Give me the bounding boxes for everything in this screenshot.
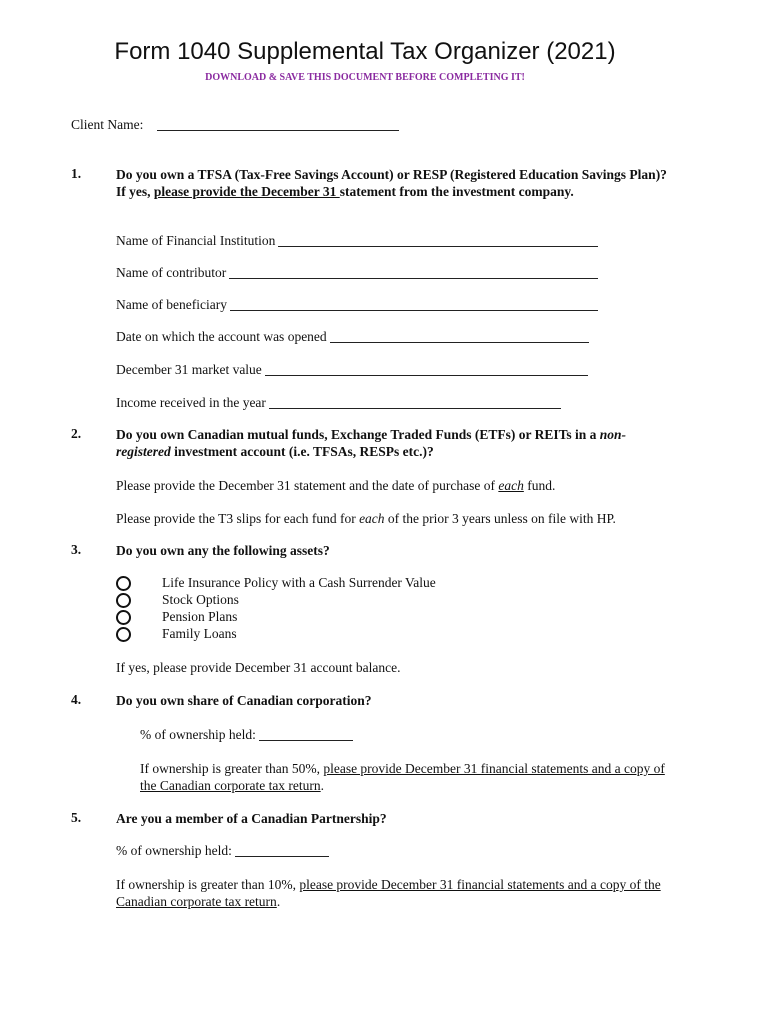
question-text: Are you a member of a Canadian Partnership? xyxy=(116,811,387,826)
field-label: Date on which the account was opened xyxy=(116,329,327,344)
financial-institution-field[interactable] xyxy=(278,246,598,247)
download-notice: DOWNLOAD & SAVE THIS DOCUMENT BEFORE COMPLETING IT! xyxy=(205,72,525,83)
q2-instruction-2: Please provide the T3 slips for each fund for each of the prior 3 years unless on file with HP. xyxy=(116,511,616,526)
question-number: 2. xyxy=(71,426,82,441)
beneficiary-field[interactable] xyxy=(230,310,598,311)
financial-institution-row xyxy=(116,233,598,249)
contributor-row xyxy=(116,265,598,281)
question-number: 1. xyxy=(71,166,82,181)
question-text: Do you own any the following assets? xyxy=(116,543,330,558)
field-label: Name of beneficiary xyxy=(116,297,227,312)
option-label: Family Loans xyxy=(162,626,237,641)
q4-ownership-field[interactable] xyxy=(259,740,353,741)
option-label: Stock Options xyxy=(162,592,239,607)
option-label: Pension Plans xyxy=(162,609,238,624)
income-row xyxy=(116,395,561,411)
q4-instruction: If ownership is greater than 50%, please provide December 31 financial statements and a copy of the Canadian corporate tax return. xyxy=(140,761,665,793)
question-4 xyxy=(71,692,671,709)
field-label: December 31 market value xyxy=(116,362,262,377)
q3-note: If yes, please provide December 31 account balance. xyxy=(116,660,401,675)
radio-circle-icon[interactable] xyxy=(116,627,131,642)
contributor-field[interactable] xyxy=(229,278,598,279)
radio-circle-icon[interactable] xyxy=(116,610,131,625)
q5-ownership-field[interactable] xyxy=(235,856,329,857)
open-date-row xyxy=(116,329,589,345)
field-label: Name of Financial Institution xyxy=(116,233,276,248)
market-value-field[interactable] xyxy=(265,375,588,376)
field-label: Name of contributor xyxy=(116,265,227,280)
open-date-field[interactable] xyxy=(330,342,589,343)
q5-instruction: If ownership is greater than 10%, please provide December 31 financial statements and a copy of the Canadian corporate tax return. xyxy=(116,877,661,909)
question-text: Do you own a TFSA (Tax-Free Savings Account) or RESP (Registered Education Savings Plan)? If yes, please provide the December 31 statement from the investment company. xyxy=(116,167,667,199)
question-1 xyxy=(71,166,671,200)
form-title: Form 1040 Supplemental Tax Organizer (2021) xyxy=(114,38,616,65)
radio-circle-icon[interactable] xyxy=(116,576,131,591)
option-label: Life Insurance Policy with a Cash Surrender Value xyxy=(162,575,436,590)
market-value-row xyxy=(116,362,588,378)
question-text: Do you own Canadian mutual funds, Exchange Traded Funds (ETFs) or REITs in a non-registered investment account (i.e. TFSAs, RESPs etc.)? xyxy=(116,427,627,459)
q2-instruction-1: Please provide the December 31 statement and the date of purchase of each fund. xyxy=(116,478,556,493)
income-field[interactable] xyxy=(269,408,561,409)
radio-circle-icon[interactable] xyxy=(116,593,131,608)
field-label: % of ownership held: xyxy=(116,843,232,858)
question-number: 5. xyxy=(71,810,82,825)
client-name-row xyxy=(71,117,399,133)
question-number: 4. xyxy=(71,692,82,707)
question-3 xyxy=(71,542,671,559)
client-name-label: Client Name: xyxy=(71,117,144,132)
q4-ownership-row xyxy=(140,727,353,743)
q5-ownership-row xyxy=(116,843,329,859)
question-text: Do you own share of Canadian corporation? xyxy=(116,693,372,708)
beneficiary-row xyxy=(116,297,598,313)
field-label: Income received in the year xyxy=(116,395,266,410)
question-number: 3. xyxy=(71,542,82,557)
question-5 xyxy=(71,810,671,827)
question-2 xyxy=(71,426,671,460)
field-label: % of ownership held: xyxy=(140,727,256,742)
client-name-field[interactable] xyxy=(157,130,399,131)
